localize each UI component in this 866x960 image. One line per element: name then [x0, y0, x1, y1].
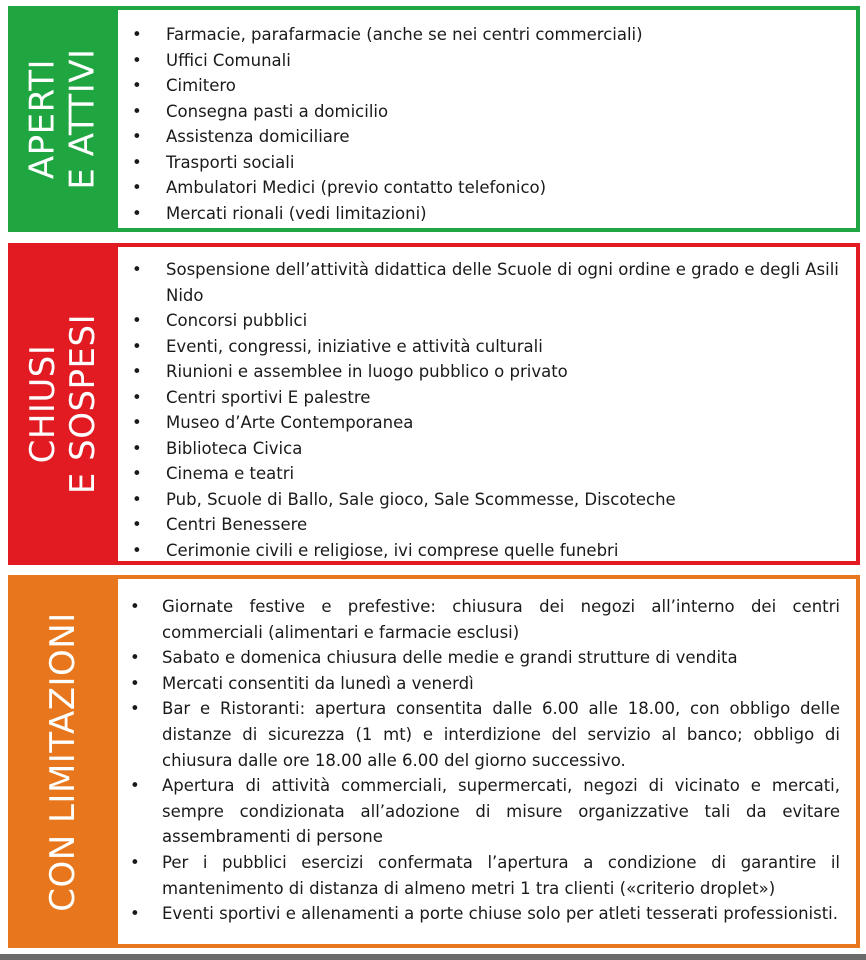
list-item: • Mercati rionali (vedi limitazioni): [166, 201, 844, 227]
list-item: • Sabato e domenica chiusura delle medie e grandi strutture di vendita: [162, 645, 840, 671]
list-item: • Cimitero: [166, 73, 844, 99]
bottom-divider: [0, 954, 866, 960]
list-item: • Cinema e teatri: [166, 461, 840, 487]
list-item: • Farmacie, parafarmacie (anche se nei centri commerciali): [166, 22, 844, 48]
list-item: • Uffici Comunali: [166, 48, 844, 74]
list-item: • Concorsi pubblici: [166, 308, 840, 334]
list-item: • Ambulatori Medici (previo contatto telefonico): [166, 175, 844, 201]
list-item: • Apertura di attività commerciali, supermercati, negozi di vicinato e mercati, sempre condizionata all’adozione di misure organizzative tali da evitare assembramenti di persone: [162, 773, 840, 850]
list-item: • Sospensione dell’attività didattica delle Scuole di ogni ordine e grado e degli Asili Nido: [166, 257, 840, 308]
list-item: • Centri sportivi E palestre: [166, 385, 840, 411]
list-item: • Consegna pasti a domicilio: [166, 99, 844, 125]
list-limitazioni: [118, 575, 860, 948]
section-con-limitazioni: [8, 575, 860, 948]
section-aperti-e-attivi: [8, 6, 860, 232]
section-chiusi-e-sospesi: [8, 243, 860, 565]
list-item: • Bar e Ristoranti: apertura consentita dalle 6.00 alle 18.00, con obbligo delle distanze di sicurezza (1 mt) e interdizione del servizio al banco; obbligo di chiusura dalle ore 18.00 alle 6.00 del giorno successivo.: [162, 696, 840, 773]
section-label-chiusi: [8, 243, 118, 565]
label-line-aperti: APERTI: [23, 58, 64, 180]
list-item: • Assistenza domiciliare: [166, 124, 844, 150]
list-item: • Per i pubblici esercizi confermata l’apertura a condizione di garantire il mantenimento di distanza di almeno metri 1 tra clienti («criterio droplet»): [162, 850, 840, 901]
list-item: • Cerimonie civili e religiose, ivi comprese quelle funebri: [166, 538, 840, 564]
list-item: • Museo d’Arte Contemporanea: [166, 410, 840, 436]
section-label-aperti: [8, 6, 118, 232]
list-aperti: [118, 6, 860, 232]
label-line-e-attivi: E ATTIVI: [63, 48, 104, 190]
list-item: • Trasporti sociali: [166, 150, 844, 176]
label-line-con-limitazioni: CON LIMITAZIONI: [43, 611, 84, 912]
list-item: • Biblioteca Civica: [166, 436, 840, 462]
list-item: • Centri Benessere: [166, 512, 840, 538]
label-line-e-sospesi: E SOSPESI: [63, 313, 103, 495]
list-item: • Giornate festive e prefestive: chiusura dei negozi all’interno dei centri commerciali (alimentari e farmacie esclusi): [162, 594, 840, 645]
list-item: • Riunioni e assemblee in luogo pubblico o privato: [166, 359, 840, 385]
list-item: • Pub, Scuole di Ballo, Sale gioco, Sale Scommesse, Discoteche: [166, 487, 840, 513]
list-item: • Mercati consentiti da lunedì a venerdì: [162, 671, 840, 697]
section-label-limitazioni: [8, 575, 118, 948]
list-item: • Eventi, congressi, iniziative e attività culturali: [166, 334, 840, 360]
list-item: • Eventi sportivi e allenamenti a porte chiuse solo per atleti tesserati professionisti.: [162, 901, 840, 927]
label-line-chiusi: CHIUSI: [23, 344, 63, 464]
list-chiusi: [118, 243, 860, 565]
